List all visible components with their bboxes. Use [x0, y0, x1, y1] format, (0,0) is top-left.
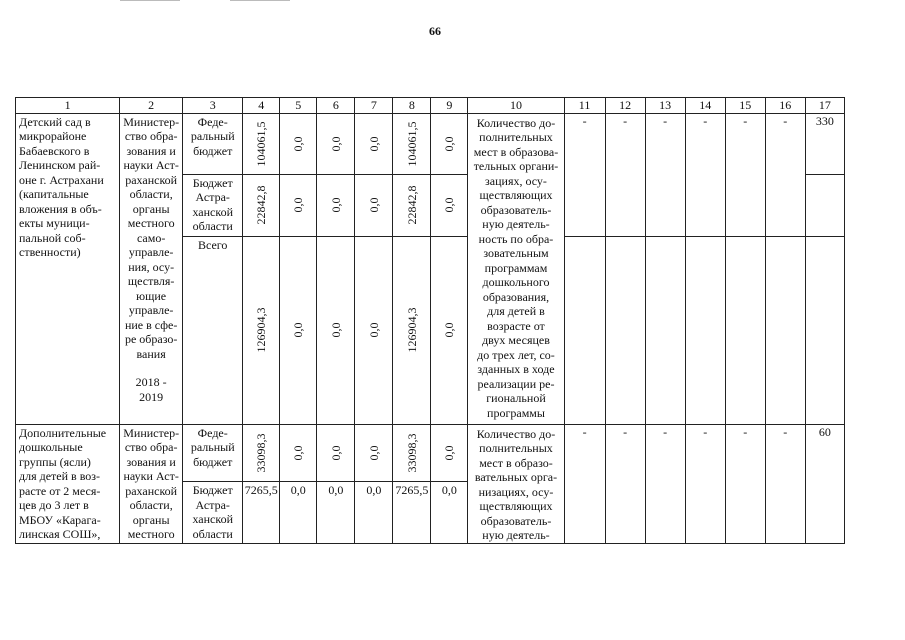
- column-number-row: [16, 98, 845, 114]
- value-cell: 0,0: [355, 174, 393, 236]
- empty-cell: [805, 174, 844, 236]
- col-header: 4: [243, 98, 280, 114]
- result-value-cell: 330: [805, 113, 844, 174]
- indicator-cell: Количество до- полнительных мест в образова- тельных органи- зациях, осу- ществляющих образователь- ную деятель- ность по обра- зовательным программам дошкольного образования, для детей в возрасте от двух месяцев до трех лет, со- зданных в ходе реализации ре- гиональной программы: [468, 113, 564, 424]
- value-cell: 0,0: [355, 236, 393, 424]
- result-value-cell: 60: [805, 424, 844, 543]
- value-cell: 0,0: [317, 236, 355, 424]
- dash-cell: -: [605, 113, 645, 236]
- dash-cell: -: [645, 424, 685, 543]
- value-cell: 0,0: [431, 174, 468, 236]
- value-cell: 0,0: [280, 482, 317, 543]
- col-header: 10: [468, 98, 564, 114]
- col-header: 12: [605, 98, 645, 114]
- value-cell: 22842,8: [393, 174, 431, 236]
- top-scan-mark: [120, 0, 180, 4]
- value-cell: 104061,5: [393, 113, 431, 174]
- dash-cell: -: [725, 424, 765, 543]
- dash-cell: -: [725, 113, 765, 236]
- program-table: [15, 97, 845, 544]
- dash-cell: -: [605, 424, 645, 543]
- col-header: 16: [765, 98, 805, 114]
- dash-cell: -: [765, 113, 805, 236]
- value-cell: 33098,3: [393, 424, 431, 482]
- value-cell: 0,0: [431, 113, 468, 174]
- dash-cell: -: [685, 424, 725, 543]
- value-cell: 126904,3: [393, 236, 431, 424]
- indicator-cell: Количество до- полнительных мест в образо- вательных орга- низациях, осу- ществляющих образователь- ную деятель-: [468, 424, 564, 543]
- executor-cell: Министер- ство обра- зования и науки Аст- раханской области, органы местного само- управле- ния, осу- ществля- ющие управле- ние в сфе- ре образо- вания 2018 - 2019: [120, 113, 183, 424]
- dash-cell: -: [564, 113, 605, 236]
- executor-cell: Министер- ство обра- зования и науки Аст- раханской области, органы местного: [120, 424, 183, 543]
- source-cell: Всего: [183, 236, 243, 424]
- value-cell: 0,0: [355, 482, 393, 543]
- col-header: 9: [431, 98, 468, 114]
- empty-cell: [564, 236, 605, 424]
- col-header: 1: [16, 98, 120, 114]
- dash-cell: -: [645, 113, 685, 236]
- value-cell: 0,0: [317, 174, 355, 236]
- value-cell: 0,0: [431, 236, 468, 424]
- value-cell: 0,0: [280, 236, 317, 424]
- value-cell: 0,0: [280, 174, 317, 236]
- period-end: 2019: [139, 389, 164, 404]
- period-start: 2018 -: [135, 375, 167, 389]
- source-cell: Феде- ральный бюджет: [183, 113, 243, 174]
- value-cell: 0,0: [280, 424, 317, 482]
- col-header: 11: [564, 98, 605, 114]
- col-header: 7: [355, 98, 393, 114]
- empty-cell: [805, 236, 844, 424]
- value-cell: 0,0: [355, 424, 393, 482]
- empty-cell: [765, 236, 805, 424]
- col-header: 14: [685, 98, 725, 114]
- dash-cell: -: [685, 113, 725, 236]
- col-header: 3: [183, 98, 243, 114]
- empty-cell: [685, 236, 725, 424]
- source-cell: Бюджет Астра- ханской области: [183, 174, 243, 236]
- value-cell: 0,0: [431, 424, 468, 482]
- col-header: 13: [645, 98, 685, 114]
- col-header: 5: [280, 98, 317, 114]
- object-cell: Дополнительные дошкольные группы (ясли) для детей в воз- расте от 2 меся- цев до 3 лет в МБОУ «Карага- линская СОШ»,: [16, 424, 120, 543]
- value-cell: 126904,3: [243, 236, 280, 424]
- value-cell: 0,0: [317, 113, 355, 174]
- table-row: [16, 424, 845, 482]
- value-cell: 0,0: [431, 482, 468, 543]
- table-row: [16, 113, 845, 174]
- value-cell: 0,0: [317, 482, 355, 543]
- col-header: 6: [317, 98, 355, 114]
- value-cell: 7265,5: [393, 482, 431, 543]
- value-cell: 104061,5: [243, 113, 280, 174]
- col-header: 15: [725, 98, 765, 114]
- source-cell: Бюджет Астра- ханской области: [183, 482, 243, 543]
- value-cell: 7265,5: [243, 482, 280, 543]
- empty-cell: [605, 236, 645, 424]
- object-cell: Детский сад в микрорайоне Бабаевского в Ленинском рай- оне г. Астрахани (капитальные вложения в объ- екты муници- пальной соб- ственности): [16, 113, 120, 424]
- value-cell: 0,0: [355, 113, 393, 174]
- empty-cell: [645, 236, 685, 424]
- col-header: 2: [120, 98, 183, 114]
- col-header: 17: [805, 98, 844, 114]
- source-cell: Феде- ральный бюджет: [183, 424, 243, 482]
- page-number: 66: [429, 24, 441, 38]
- value-cell: 22842,8: [243, 174, 280, 236]
- top-scan-mark: [230, 0, 290, 4]
- dash-cell: -: [564, 424, 605, 543]
- empty-cell: [725, 236, 765, 424]
- value-cell: 33098,3: [243, 424, 280, 482]
- value-cell: 0,0: [317, 424, 355, 482]
- col-header: 8: [393, 98, 431, 114]
- value-cell: 0,0: [280, 113, 317, 174]
- dash-cell: -: [765, 424, 805, 543]
